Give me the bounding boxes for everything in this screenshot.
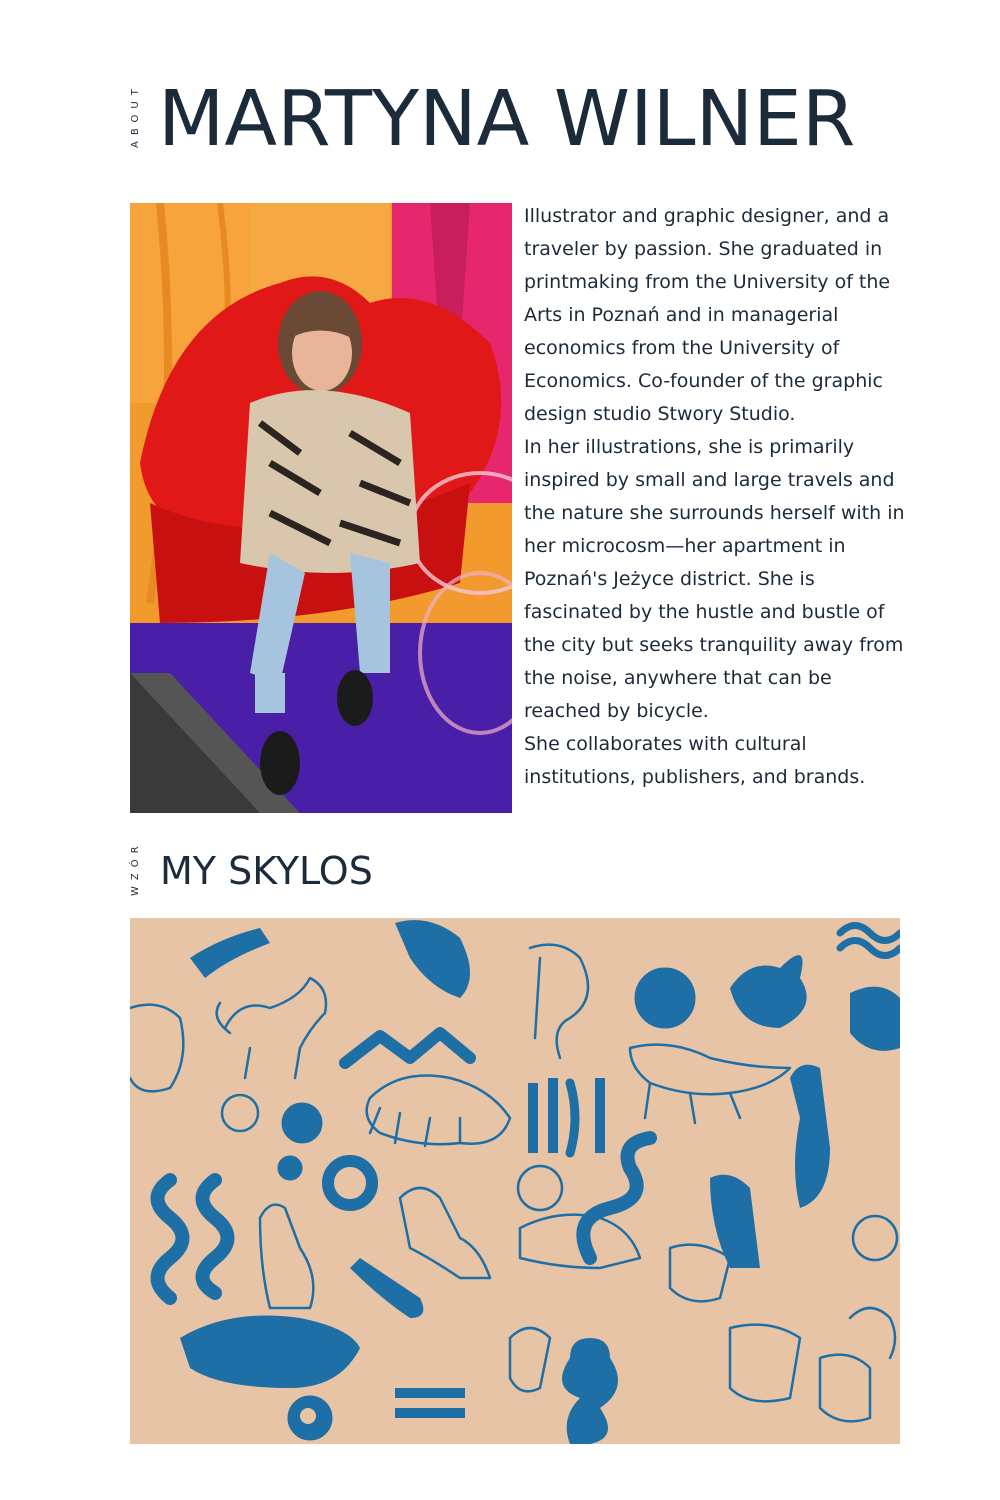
dog-pattern-illustration (130, 918, 900, 1444)
portrait-photo (130, 203, 512, 813)
bio-paragraph: She collaborates with cultural institutions, publishers, and brands. (524, 733, 866, 788)
page-title: MARTYNA WILNER (158, 75, 856, 164)
about-vertical-label: ABOUT (130, 83, 141, 148)
bio-text (524, 200, 914, 794)
pattern-title: MY SKYLOS (160, 849, 373, 893)
portrait-photo-icon (130, 203, 512, 813)
pattern-vertical-label: WZÓR (130, 840, 141, 896)
bio-paragraph: In her illustrations, she is primarily inspired by small and large travels and the nature she surrounds herself with in her microcosm—her apartment in Poznań's Jeżyce district. She is fascinated by the hustle and bustle of the city but seeks tranquility away from the noise, anywhere that can be reached by bicycle. (524, 436, 905, 722)
bio-paragraph: Illustrator and graphic designer, and a traveler by passion. She graduated in printmaking from the University of the Arts in Poznań and in managerial economics from the University of Economics. Co-founder of the graphic design studio Stwory Studio. (524, 205, 891, 425)
dog-pattern-icon (130, 918, 900, 1444)
